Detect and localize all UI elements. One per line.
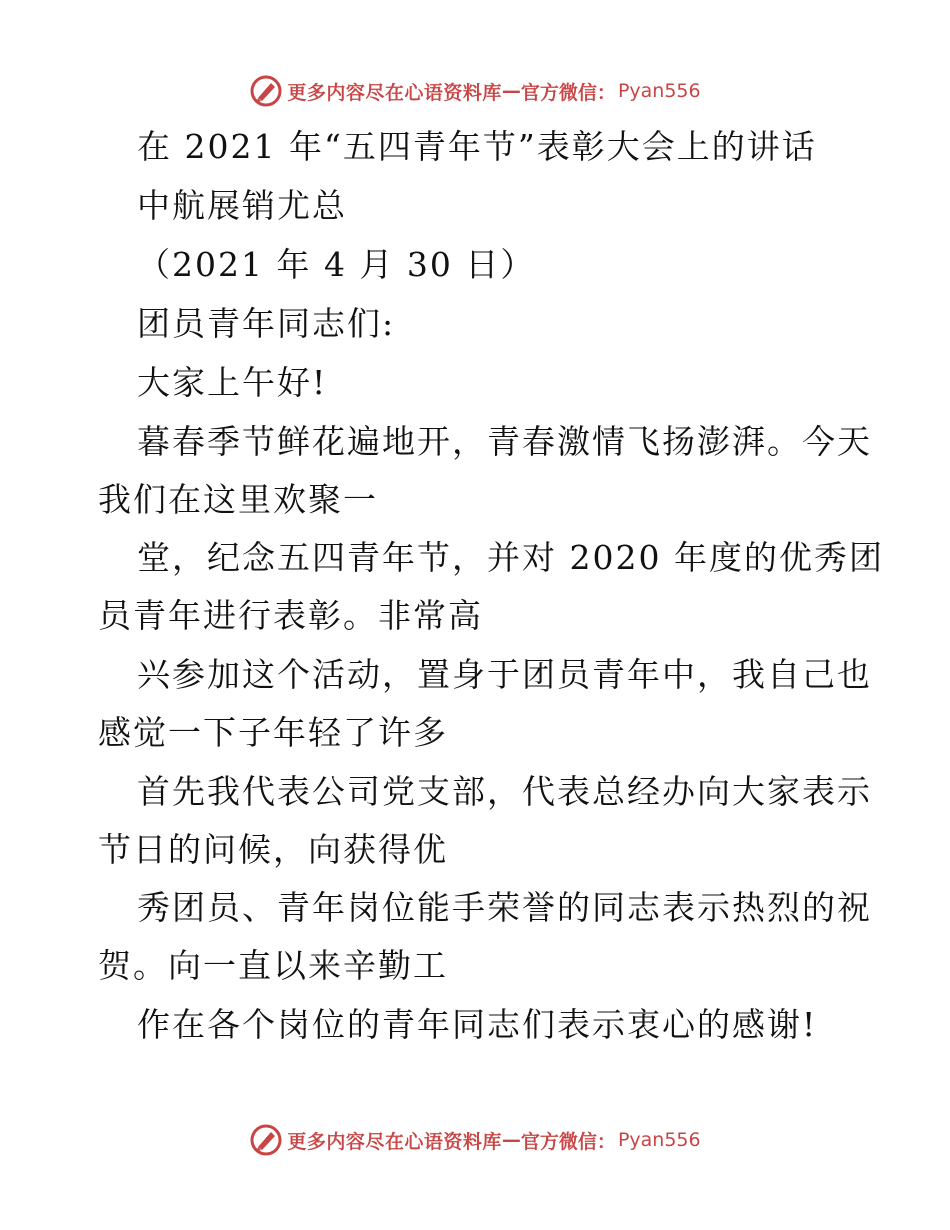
paragraph-line: 员青年进行表彰。非常高	[98, 596, 483, 635]
paragraph-line: 贺。向一直以来辛勤工	[98, 946, 448, 985]
paragraph-line: 作在各个岗位的青年同志们表示衷心的感谢!	[137, 1005, 818, 1044]
banner-main-text: 更多内容尽在心语资料库	[287, 1130, 502, 1153]
paragraph-line: 感觉一下子年轻了许多	[98, 713, 448, 752]
banner-dash: —	[501, 80, 521, 102]
banner-sub-text: 官方微信：	[520, 81, 616, 104]
pen-logo-icon	[249, 1123, 283, 1157]
pen-logo-icon	[249, 74, 283, 108]
banner-wechat-id: Pyan556	[617, 80, 701, 102]
banner-dash: —	[501, 1129, 521, 1151]
banner-wechat-id: Pyan556	[617, 1129, 701, 1151]
paragraph-line: 节日的问候，向获得优	[98, 830, 448, 869]
document-date: （2021 年 4 月 30 日）	[137, 245, 536, 284]
banner-main-text: 更多内容尽在心语资料库	[287, 81, 502, 104]
banner-sub-text: 官方微信：	[520, 1130, 616, 1153]
paragraph-line: 首先我代表公司党支部，代表总经办向大家表示	[137, 772, 872, 811]
paragraph-line: 堂，纪念五四青年节，并对 2020 年度的优秀团	[137, 538, 884, 577]
paragraph-line: 秀团员、青年岗位能手荣誉的同志表示热烈的祝	[137, 888, 872, 927]
greeting: 大家上午好!	[137, 363, 328, 402]
header-banner	[0, 71, 950, 111]
paragraph-line: 兴参加这个活动，置身于团员青年中，我自己也	[137, 655, 872, 694]
footer-banner	[0, 1120, 950, 1160]
document-speaker: 中航展销尤总	[137, 186, 347, 225]
paragraph-line: 暮春季节鲜花遍地开，青春激情飞扬澎湃。今天	[137, 422, 872, 461]
paragraph-line: 我们在这里欢聚一	[98, 480, 378, 519]
greeting-audience: 团员青年同志们:	[137, 304, 396, 343]
document-title: 在 2021 年“五四青年节”表彰大会上的讲话	[137, 127, 817, 166]
